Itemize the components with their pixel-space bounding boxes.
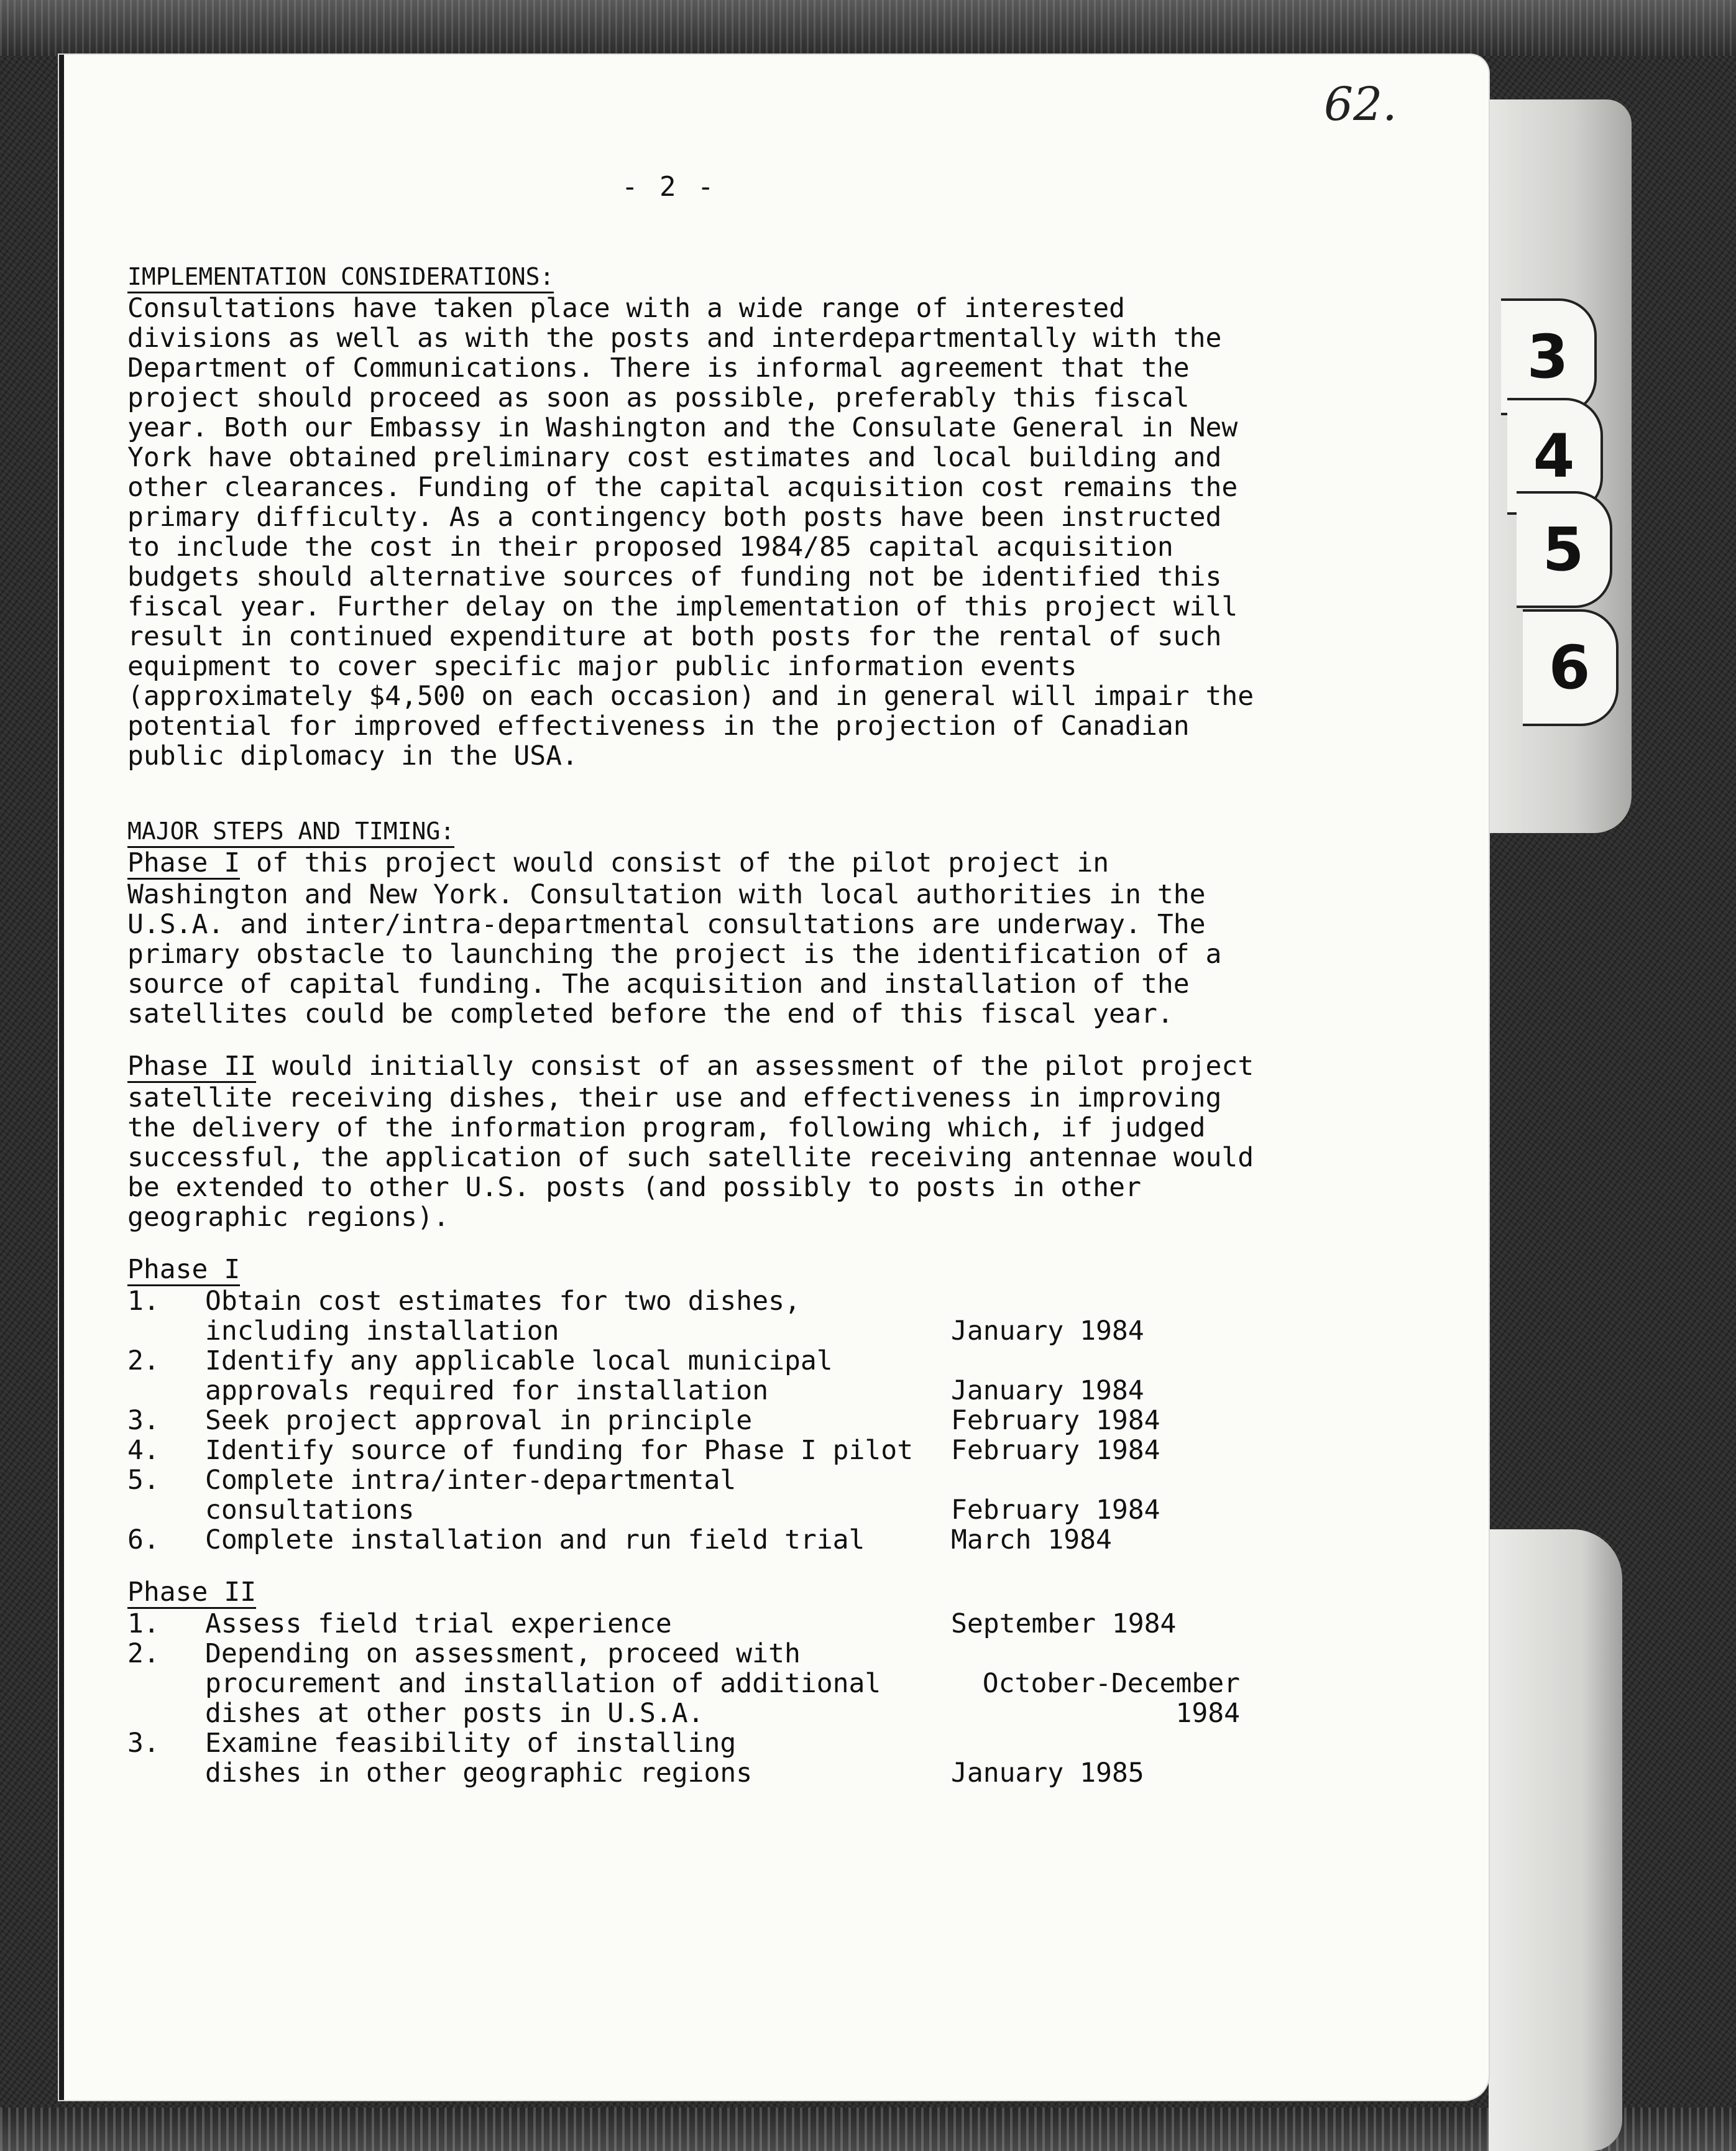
step-number: 2. bbox=[127, 1638, 160, 1669]
scan-top-edge bbox=[0, 0, 1736, 56]
step-description: Examine feasibility of installing dishes in other geographic regions bbox=[205, 1728, 753, 1789]
tab-5-label: 5 bbox=[1542, 515, 1584, 584]
step-date: October-December 1984 bbox=[982, 1668, 1240, 1729]
step-date: February 1984 bbox=[951, 1435, 1160, 1466]
phase1-step-row bbox=[127, 1286, 1277, 1346]
step-date: January 1984 bbox=[951, 1315, 1144, 1347]
phase2-paragraph bbox=[127, 1051, 1277, 1232]
tab-5[interactable] bbox=[1517, 491, 1612, 608]
spacer bbox=[127, 771, 1277, 816]
step-date: February 1984 bbox=[951, 1405, 1160, 1436]
step-date: January 1984 bbox=[951, 1375, 1144, 1406]
step-number: 4. bbox=[127, 1435, 160, 1466]
scan-bottom-edge bbox=[0, 2107, 1736, 2151]
phase1-steps-table bbox=[127, 1286, 1277, 1555]
step-number: 1. bbox=[127, 1608, 160, 1639]
step-date: September 1984 bbox=[951, 1608, 1177, 1639]
phase1-paragraph bbox=[127, 848, 1277, 1029]
phase1-step-row bbox=[127, 1465, 1277, 1525]
document-body bbox=[127, 261, 1277, 1788]
phase1-title: Phase I bbox=[127, 1254, 241, 1285]
step-date: January 1985 bbox=[951, 1757, 1144, 1789]
phase2-steps-table bbox=[127, 1609, 1277, 1788]
phase1-step-row bbox=[127, 1406, 1277, 1435]
spacer bbox=[127, 1029, 1277, 1051]
phase2-step-row bbox=[127, 1639, 1277, 1728]
phase1-lead: Phase I bbox=[127, 847, 241, 878]
divider-pages-lower bbox=[1489, 1529, 1622, 2151]
phase2-title: Phase II bbox=[127, 1577, 257, 1608]
step-date: March 1984 bbox=[951, 1524, 1112, 1555]
step-number: 3. bbox=[127, 1405, 160, 1436]
phase1-step-row bbox=[127, 1525, 1277, 1555]
step-description: Assess field trial experience bbox=[205, 1608, 672, 1639]
divider-tab-stack bbox=[1489, 75, 1650, 2064]
step-number: 5. bbox=[127, 1465, 160, 1496]
implementation-paragraph: Consultations have taken place with a wide range of interested divisions as well as with the posts and interdepartmentally with the Department of Communications. There is informal agreement that the project should proceed as soon as possible, preferably this fiscal year. Both our Embassy in Washington and the Consulate General in New York have obtained preliminary cost estimates and local building and other clearances. Funding of the capital acquisition cost remains the primary difficulty. As a contingency both posts have been instructed to include the cost in their proposed 1984/85 capital acquisition budgets should alternative sources of funding not be identified this fiscal year. Further delay on the implementation of this project will result in continued expenditure at both posts for the rental of such equipment to cover specific major public information events (approximately $4,500 on each occasion) and in general will impair the potential for improved effectiveness in the projection of Canadian public diplomacy in the USA. bbox=[127, 293, 1254, 772]
spacer bbox=[127, 1232, 1277, 1255]
tab-4-label: 4 bbox=[1533, 421, 1575, 491]
tab-3-label: 3 bbox=[1527, 322, 1569, 392]
step-number: 2. bbox=[127, 1345, 160, 1376]
phase1-step-row bbox=[127, 1435, 1277, 1465]
handwritten-page-number: 62. bbox=[1324, 78, 1397, 131]
phase2-step-row bbox=[127, 1728, 1277, 1788]
phase2-body: would initially consist of an assessment of the pilot project satellite receiving dishes, their use and effectiveness in improving the delivery of the information program, following which, if judged successful, the application of such satellite receiving antennae would be extended to other U.S. posts (and possibly to posts in other geographic regions). bbox=[127, 1051, 1254, 1233]
step-description: Identify any applicable local municipal approvals required for installation bbox=[205, 1345, 833, 1406]
tab-6-label: 6 bbox=[1548, 633, 1591, 702]
step-number: 1. bbox=[127, 1286, 160, 1317]
step-description: Identify source of funding for Phase I pilot bbox=[205, 1435, 914, 1466]
step-description: Obtain cost estimates for two dishes, including installation bbox=[205, 1286, 801, 1347]
page-binding-edge bbox=[59, 55, 64, 2100]
step-number: 3. bbox=[127, 1728, 160, 1759]
spacer bbox=[127, 1555, 1277, 1577]
step-description: Complete installation and run field trial bbox=[205, 1524, 865, 1555]
phase2-lead: Phase II bbox=[127, 1051, 257, 1082]
implementation-heading: IMPLEMENTATION CONSIDERATIONS: bbox=[127, 262, 554, 293]
page-number: - 2 - bbox=[622, 171, 717, 203]
phase1-body: of this project would consist of the pilot project in Washington and New York. Consultation with local authorities in the U.S.A. and inter/intra-departmental consultations are underway. The primary obstacle to launching the project is the identification of a source of capital funding. The acquisition and installation of the satellites could be completed before the end of this fiscal year. bbox=[127, 847, 1222, 1029]
step-date: February 1984 bbox=[951, 1495, 1160, 1526]
phase1-step-row bbox=[127, 1346, 1277, 1406]
step-description: Complete intra/inter-departmental consultations bbox=[205, 1465, 737, 1526]
step-description: Depending on assessment, proceed with procurement and installation of additional dishes at other posts in U.S.A. bbox=[205, 1638, 881, 1729]
phase2-step-row bbox=[127, 1609, 1277, 1639]
major-steps-heading: MAJOR STEPS AND TIMING: bbox=[127, 816, 454, 848]
tab-6[interactable] bbox=[1523, 609, 1619, 726]
step-description: Seek project approval in principle bbox=[205, 1405, 753, 1436]
step-number: 6. bbox=[127, 1524, 160, 1555]
